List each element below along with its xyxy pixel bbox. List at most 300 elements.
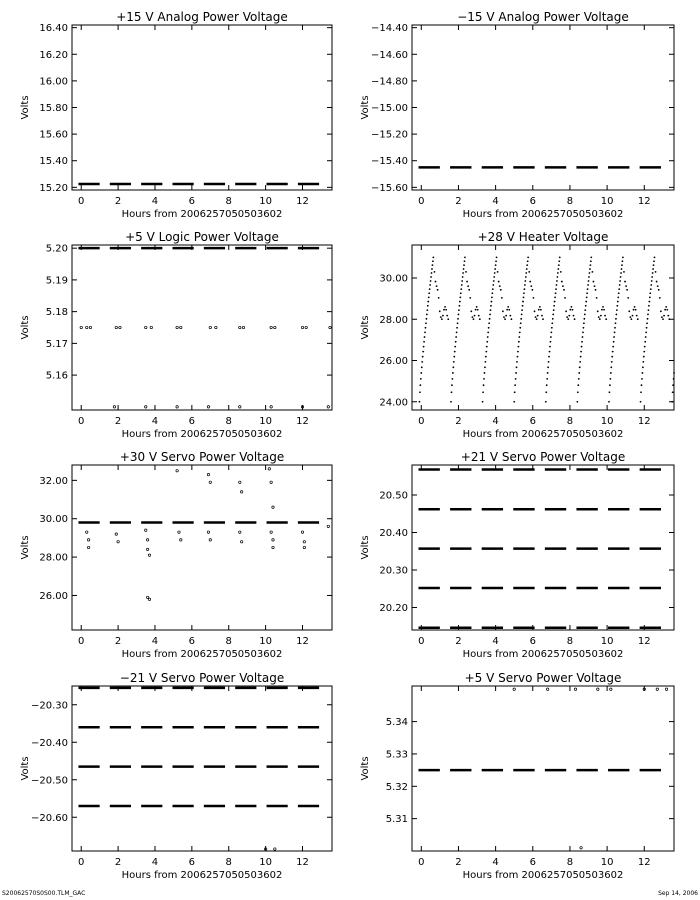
data-point — [430, 280, 432, 282]
y-tick-label: 16.00 — [39, 76, 68, 88]
data-point — [658, 289, 660, 291]
x-tick-label: 0 — [418, 196, 425, 207]
data-point — [466, 281, 468, 283]
data-point — [562, 285, 564, 287]
data-point — [474, 315, 476, 317]
data-point — [270, 531, 272, 533]
y-tick-label: 24.00 — [379, 397, 408, 409]
y-axis-label: Volts — [360, 535, 371, 560]
data-point — [502, 310, 504, 312]
data-point — [618, 292, 620, 294]
data-point — [538, 309, 540, 311]
data-point — [557, 272, 559, 274]
data-point — [557, 276, 559, 278]
x-tick-label: 8 — [566, 196, 574, 207]
data-point — [150, 326, 152, 328]
x-axis-label: Hours from 2006257050503602 — [121, 209, 283, 220]
data-point — [270, 406, 272, 408]
data-point — [459, 301, 461, 303]
data-point — [176, 326, 178, 328]
data-point — [270, 326, 272, 328]
y-tick-label: −20.30 — [30, 700, 68, 712]
data-point — [456, 331, 458, 333]
data-point — [552, 318, 554, 320]
data-point — [597, 688, 599, 690]
data-point — [550, 331, 552, 333]
data-point — [643, 351, 645, 353]
data-point — [621, 268, 623, 270]
data-point — [640, 391, 642, 393]
data-point — [429, 288, 431, 290]
data-point — [485, 356, 487, 358]
data-point — [645, 331, 647, 333]
chart-title: +5 V Logic Power Voltage — [125, 230, 279, 244]
data-point — [518, 341, 520, 343]
data-point — [548, 361, 550, 363]
data-point — [487, 336, 489, 338]
data-point — [649, 292, 651, 294]
x-tick-label: 10 — [259, 416, 272, 427]
data-point — [632, 315, 634, 317]
data-point — [546, 384, 548, 386]
data-point — [672, 384, 674, 386]
y-tick-label: −20.60 — [30, 812, 68, 824]
y-tick-label: 26.00 — [379, 356, 408, 367]
data-point — [584, 309, 586, 311]
data-point — [673, 378, 675, 380]
y-tick-label: 28.00 — [39, 552, 68, 564]
data-point — [572, 309, 574, 311]
data-point — [464, 260, 466, 262]
data-point — [648, 309, 650, 311]
data-point — [422, 351, 424, 353]
y-tick-label: 30.00 — [379, 273, 408, 285]
x-tick-label: 2 — [455, 196, 462, 207]
data-point — [586, 292, 588, 294]
y-tick-label: 15.80 — [39, 103, 68, 114]
data-point — [471, 316, 473, 318]
data-point — [419, 384, 421, 386]
data-point — [421, 366, 423, 368]
data-point — [554, 301, 556, 303]
data-point — [301, 531, 303, 533]
data-point — [482, 401, 484, 403]
y-axis-label: Volts — [20, 535, 31, 560]
data-point — [486, 346, 488, 348]
data-point — [209, 326, 211, 328]
data-point — [578, 378, 580, 380]
data-point — [591, 271, 593, 273]
x-tick-label: 12 — [296, 636, 309, 647]
x-tick-label: 6 — [188, 636, 196, 647]
data-point — [581, 346, 583, 348]
data-point — [579, 366, 581, 368]
x-tick-label: 6 — [188, 416, 196, 427]
y-axis-label: Volts — [360, 315, 371, 340]
chart-panel — [20, 450, 332, 660]
data-point — [556, 280, 558, 282]
x-axis-label: Hours from 2006257050503602 — [121, 870, 283, 881]
data-point — [209, 539, 211, 541]
data-point — [484, 366, 486, 368]
y-tick-label: −15.60 — [370, 182, 408, 194]
y-tick-label: 20.30 — [379, 565, 408, 577]
data-point — [650, 288, 652, 290]
data-point — [486, 341, 488, 343]
data-point — [618, 288, 620, 290]
y-tick-label: 15.20 — [39, 182, 68, 194]
data-point — [579, 361, 581, 363]
data-point — [614, 327, 616, 329]
data-point — [568, 315, 570, 317]
y-tick-label: 16.20 — [39, 49, 68, 61]
data-point — [305, 326, 307, 328]
y-tick-label: 5.16 — [45, 370, 68, 382]
data-point — [637, 318, 639, 320]
data-point — [458, 314, 460, 316]
y-tick-label: −15.40 — [370, 156, 408, 168]
data-point — [426, 314, 428, 316]
data-point — [463, 264, 465, 266]
x-tick-label: 4 — [492, 416, 499, 427]
x-tick-label: 10 — [259, 636, 272, 647]
data-point — [657, 285, 659, 287]
data-point — [432, 260, 434, 262]
data-point — [465, 271, 467, 273]
data-point — [642, 366, 644, 368]
y-tick-label: 5.34 — [385, 717, 408, 729]
data-point — [432, 256, 434, 258]
data-point — [451, 391, 453, 393]
data-point — [519, 331, 521, 333]
data-point — [441, 318, 443, 320]
x-tick-label: 12 — [296, 196, 309, 207]
data-point — [584, 314, 586, 316]
data-point — [645, 336, 647, 338]
data-point — [613, 341, 615, 343]
data-point — [428, 292, 430, 294]
data-point — [451, 384, 453, 386]
data-point — [89, 326, 91, 328]
data-point — [517, 351, 519, 353]
data-point — [558, 264, 560, 266]
data-point — [633, 309, 635, 311]
plot-frame — [72, 465, 332, 630]
data-point — [494, 268, 496, 270]
data-point — [452, 372, 454, 374]
y-axis-label: Volts — [360, 756, 371, 781]
x-tick-label: 6 — [188, 196, 196, 207]
data-point — [612, 351, 614, 353]
data-point — [431, 268, 433, 270]
x-tick-label: 4 — [151, 636, 159, 647]
data-point — [424, 331, 426, 333]
data-point — [456, 327, 458, 329]
y-tick-label: 20.40 — [379, 528, 408, 539]
data-point — [581, 341, 583, 343]
data-point — [429, 284, 431, 286]
y-tick-label: 5.31 — [385, 814, 408, 826]
data-point — [547, 366, 549, 368]
data-point — [457, 318, 459, 320]
data-point — [478, 315, 480, 317]
data-point — [431, 272, 433, 274]
data-point — [491, 292, 493, 294]
data-point — [564, 297, 566, 299]
data-point — [442, 315, 444, 317]
data-point — [525, 272, 527, 274]
data-point — [668, 318, 670, 320]
data-point — [642, 372, 644, 374]
data-point — [665, 306, 667, 308]
data-point — [609, 378, 611, 380]
data-point — [145, 529, 147, 531]
data-point — [119, 326, 121, 328]
x-tick-label: 8 — [225, 416, 232, 427]
data-point — [587, 284, 589, 286]
data-point — [447, 318, 449, 320]
data-point — [176, 406, 178, 408]
data-point — [583, 318, 585, 320]
data-point — [270, 481, 272, 483]
data-point — [327, 406, 329, 408]
data-point — [491, 296, 493, 298]
data-point — [605, 318, 607, 320]
data-point — [424, 336, 426, 338]
data-point — [117, 541, 119, 543]
data-point — [623, 271, 625, 273]
data-point — [180, 539, 182, 541]
data-point — [651, 280, 653, 282]
data-point — [207, 406, 209, 408]
data-point — [454, 351, 456, 353]
data-point — [577, 391, 579, 393]
data-point — [626, 289, 628, 291]
data-point — [604, 315, 606, 317]
data-point — [518, 336, 520, 338]
y-tick-label: −20.40 — [30, 737, 68, 749]
data-point — [555, 292, 557, 294]
data-point — [517, 356, 519, 358]
data-point — [660, 310, 662, 312]
data-point — [520, 322, 522, 324]
data-point — [492, 284, 494, 286]
data-point — [215, 326, 217, 328]
data-point — [574, 688, 576, 690]
data-point — [499, 285, 501, 287]
data-point — [595, 289, 597, 291]
x-tick-label: 10 — [600, 196, 614, 207]
plot-frame — [412, 686, 674, 851]
x-tick-label: 12 — [296, 857, 309, 868]
data-point — [588, 280, 590, 282]
data-point — [551, 322, 553, 324]
data-point — [115, 533, 117, 535]
data-point — [454, 346, 456, 348]
x-tick-label: 8 — [566, 636, 574, 647]
x-tick-label: 8 — [225, 636, 232, 647]
data-point — [242, 326, 244, 328]
data-point — [600, 315, 602, 317]
data-point — [619, 284, 621, 286]
data-point — [477, 309, 479, 311]
data-point — [470, 310, 472, 312]
y-tick-label: 30.00 — [39, 514, 68, 526]
chart-panel — [20, 10, 332, 220]
chart-title: +5 V Servo Power Voltage — [464, 671, 622, 685]
data-point — [531, 289, 533, 291]
data-point — [610, 366, 612, 368]
data-point — [434, 271, 436, 273]
data-point — [565, 310, 567, 312]
data-point — [601, 309, 603, 311]
data-point — [514, 391, 516, 393]
data-point — [653, 260, 655, 262]
data-point — [610, 688, 612, 690]
data-point — [648, 305, 650, 307]
data-point — [426, 318, 428, 320]
data-point — [469, 297, 471, 299]
data-point — [239, 326, 241, 328]
y-axis-label: Volts — [20, 315, 31, 340]
data-point — [573, 315, 575, 317]
data-point — [621, 264, 623, 266]
data-point — [539, 306, 541, 308]
data-point — [148, 598, 150, 600]
data-point — [610, 372, 612, 374]
data-point — [493, 276, 495, 278]
data-point — [493, 280, 495, 282]
x-tick-label: 6 — [529, 416, 536, 427]
data-point — [523, 296, 525, 298]
data-point — [580, 356, 582, 358]
data-point — [178, 531, 180, 533]
x-tick-label: 4 — [492, 857, 499, 868]
data-point — [526, 268, 528, 270]
data-point — [209, 481, 211, 483]
x-tick-label: 12 — [637, 196, 651, 207]
x-tick-label: 0 — [78, 857, 85, 868]
y-tick-label: 28.00 — [379, 314, 408, 326]
data-point — [423, 341, 425, 343]
data-point — [642, 361, 644, 363]
data-point — [239, 406, 241, 408]
data-point — [505, 315, 507, 317]
chart-panel — [20, 230, 332, 440]
data-point — [582, 331, 584, 333]
data-point — [427, 305, 429, 307]
x-tick-label: 8 — [225, 857, 232, 868]
data-point — [521, 309, 523, 311]
data-point — [616, 309, 618, 311]
data-point — [652, 272, 654, 274]
y-tick-label: −15.20 — [370, 129, 408, 141]
data-point — [274, 326, 276, 328]
data-point — [576, 401, 578, 403]
x-tick-label: 12 — [296, 416, 309, 427]
y-tick-label: 5.19 — [45, 275, 68, 287]
data-point — [567, 318, 569, 320]
data-point — [651, 276, 653, 278]
data-point — [146, 548, 148, 550]
data-point — [491, 301, 493, 303]
data-point — [420, 372, 422, 374]
y-tick-label: −20.50 — [30, 775, 68, 787]
data-point — [578, 372, 580, 374]
data-point — [545, 391, 547, 393]
chart-panel — [360, 10, 674, 220]
data-point — [625, 285, 627, 287]
data-point — [609, 384, 611, 386]
data-point — [643, 356, 645, 358]
data-point — [419, 391, 421, 393]
data-point — [545, 401, 547, 403]
data-point — [507, 306, 509, 308]
data-point — [489, 314, 491, 316]
data-point — [495, 260, 497, 262]
data-point — [523, 292, 525, 294]
data-point — [446, 315, 448, 317]
data-point — [452, 366, 454, 368]
data-point — [611, 356, 613, 358]
footer-file-label: S20062570S0S00.TLM_GAC — [2, 890, 86, 897]
chart-panel — [360, 230, 675, 440]
chart-title: −15 V Analog Power Voltage — [457, 10, 629, 24]
data-point — [239, 531, 241, 533]
data-point — [613, 336, 615, 338]
data-point — [490, 305, 492, 307]
x-tick-label: 8 — [225, 196, 232, 207]
data-point — [445, 309, 447, 311]
data-point — [327, 525, 329, 527]
data-point — [652, 268, 654, 270]
data-point — [207, 531, 209, 533]
x-tick-label: 2 — [455, 416, 462, 427]
y-tick-label: 5.32 — [385, 781, 408, 793]
y-axis-label: Volts — [20, 95, 31, 120]
data-point — [617, 301, 619, 303]
data-point — [563, 289, 565, 291]
data-point — [634, 306, 636, 308]
data-point — [479, 318, 481, 320]
data-point — [665, 688, 667, 690]
data-point — [547, 372, 549, 374]
data-point — [646, 327, 648, 329]
data-point — [536, 318, 538, 320]
y-axis-label: Volts — [20, 756, 31, 781]
x-tick-label: 4 — [151, 857, 159, 868]
data-point — [303, 541, 305, 543]
data-point — [488, 322, 490, 324]
data-point — [620, 276, 622, 278]
data-point — [559, 256, 561, 258]
data-point — [461, 280, 463, 282]
x-tick-label: 2 — [114, 636, 122, 647]
data-point — [653, 264, 655, 266]
x-tick-label: 4 — [151, 196, 159, 207]
data-point — [585, 301, 587, 303]
chart-panel — [20, 671, 332, 881]
data-point — [609, 391, 611, 393]
data-point — [666, 309, 668, 311]
x-tick-label: 0 — [418, 416, 425, 427]
data-point — [630, 318, 632, 320]
data-point — [520, 318, 522, 320]
data-point — [240, 541, 242, 543]
data-point — [561, 281, 563, 283]
data-point — [517, 346, 519, 348]
x-tick-label: 12 — [637, 636, 651, 647]
